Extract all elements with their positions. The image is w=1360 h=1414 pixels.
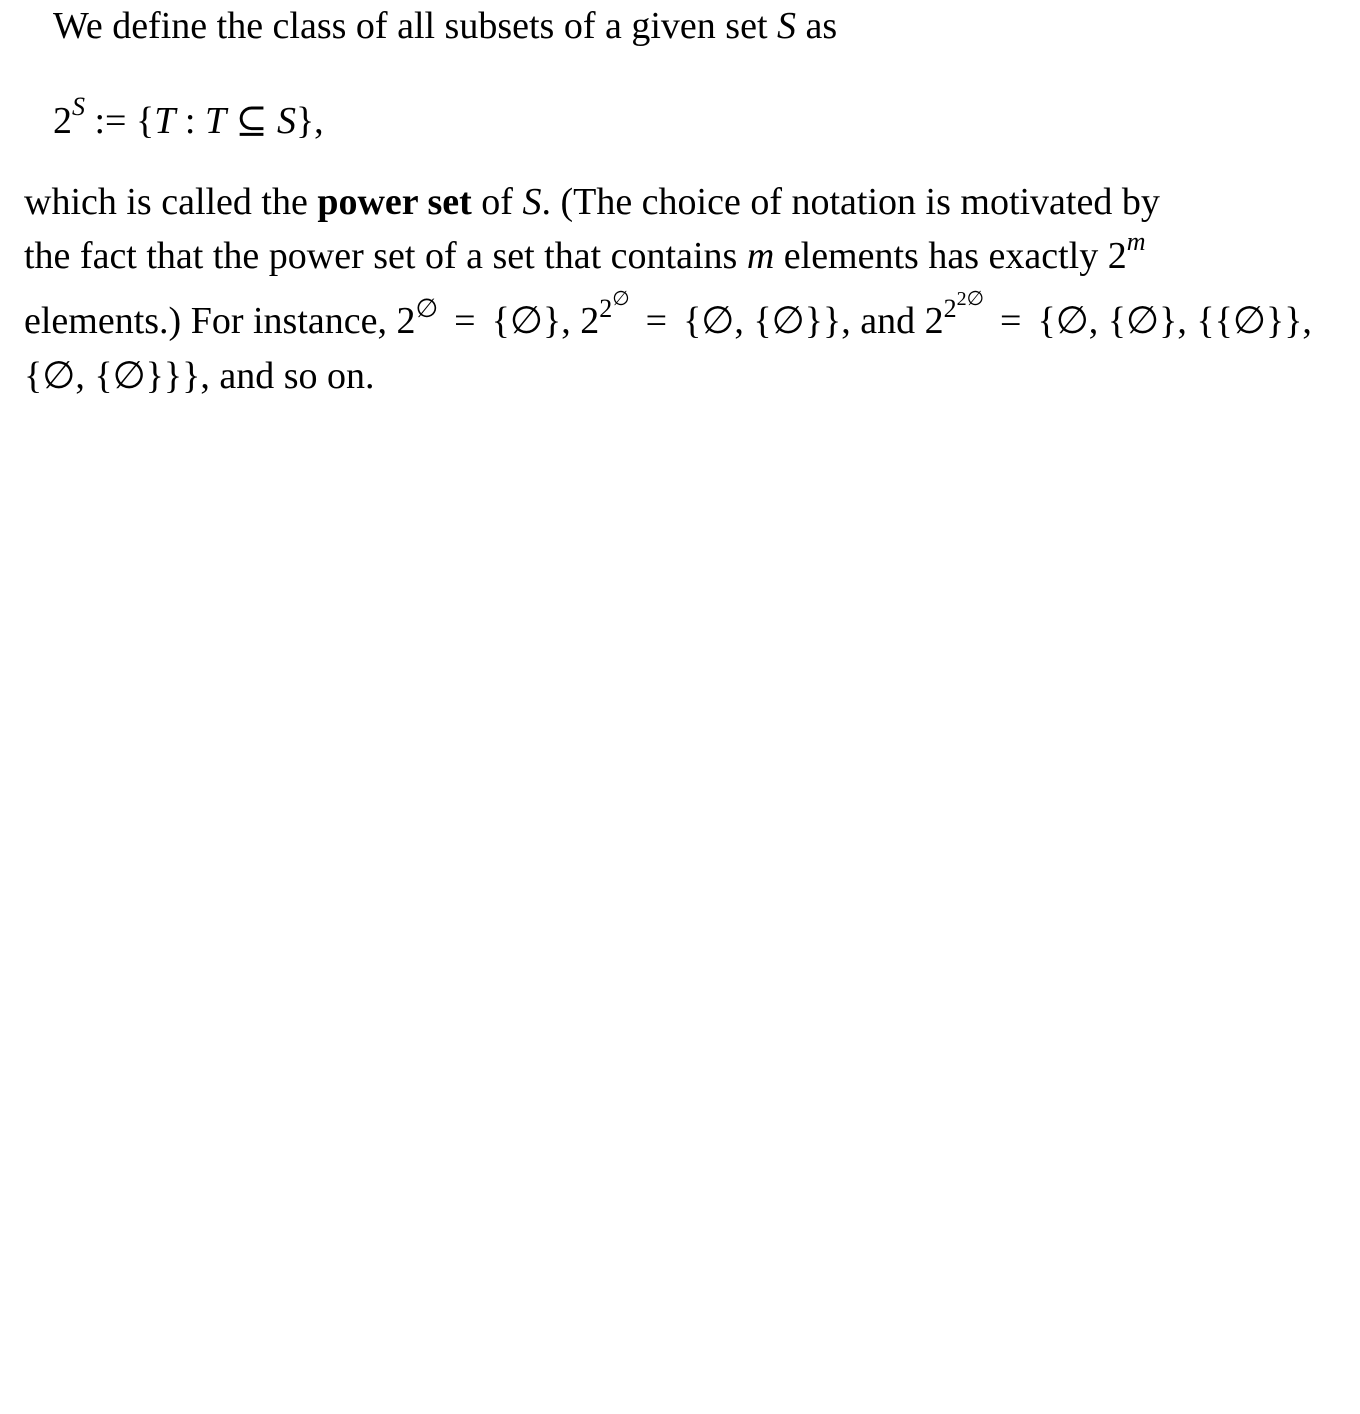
document-page xyxy=(24,0,1324,409)
intro-sentence xyxy=(24,0,1324,52)
result-3: {∅, {∅}, {{∅}}, xyxy=(1037,300,1312,342)
line2-text-a: the fact that the power set of a set that contains xyxy=(24,235,747,277)
power-set-definition-equation xyxy=(24,94,1324,148)
paragraph-line-1 xyxy=(24,175,1239,229)
colon-separator: : xyxy=(175,100,205,142)
line1-text-c: . (The choice of notation is motivated by xyxy=(541,181,1160,223)
equals-1: = xyxy=(454,300,476,342)
subset-symbol: ⊆ xyxy=(226,100,277,142)
line2-exponent-m: m xyxy=(1126,227,1146,257)
assign-operator: := xyxy=(85,100,136,142)
variable-t: T xyxy=(154,100,176,142)
tower3-exp-b: 2 xyxy=(956,288,967,310)
variable-s-display: S xyxy=(276,100,296,142)
equals-2: = xyxy=(645,300,668,342)
line2-text-b: elements has exactly 2 xyxy=(774,235,1127,277)
line2-variable-m: m xyxy=(746,235,775,277)
line4-text: {∅, {∅}}}, and so on. xyxy=(24,355,375,397)
variable-t-2: T xyxy=(204,100,227,142)
tower2-exp-a: 2 xyxy=(599,294,613,323)
variable-s: S xyxy=(777,5,797,47)
intro-text-end: as xyxy=(796,5,838,47)
tower3-exp-c: ∅ xyxy=(966,288,985,310)
line3-text-a: elements.) For instance, 2 xyxy=(24,300,416,342)
tower3-exp-a: 2 xyxy=(943,294,957,323)
power-tower-3 xyxy=(944,287,984,361)
open-brace: { xyxy=(136,100,155,142)
paragraph-line-3 xyxy=(24,287,1312,355)
term-power-set: power set xyxy=(317,181,472,223)
line1-text-a: which is called the xyxy=(24,181,318,223)
power-tower-2 xyxy=(599,287,629,361)
equals-3: = xyxy=(1000,300,1022,342)
equation-base: 2 xyxy=(53,100,72,142)
result-2: {∅, {∅}}, and 2 xyxy=(683,300,944,342)
tower1-exp: ∅ xyxy=(415,294,439,323)
explanation-paragraph xyxy=(24,175,1312,409)
result-1: {∅}, 2 xyxy=(491,300,600,342)
paragraph-line-4 xyxy=(24,355,1239,409)
paragraph-line-2 xyxy=(24,229,1239,283)
power-tower-1 xyxy=(416,287,439,359)
line1-variable-s: S xyxy=(522,181,542,223)
equation-exponent: S xyxy=(72,92,85,122)
intro-text: We define the class of all subsets of a given set xyxy=(53,5,778,47)
close-brace: }, xyxy=(295,100,324,142)
tower2-exp-b: ∅ xyxy=(612,288,630,310)
line1-text-b: of xyxy=(471,181,523,223)
